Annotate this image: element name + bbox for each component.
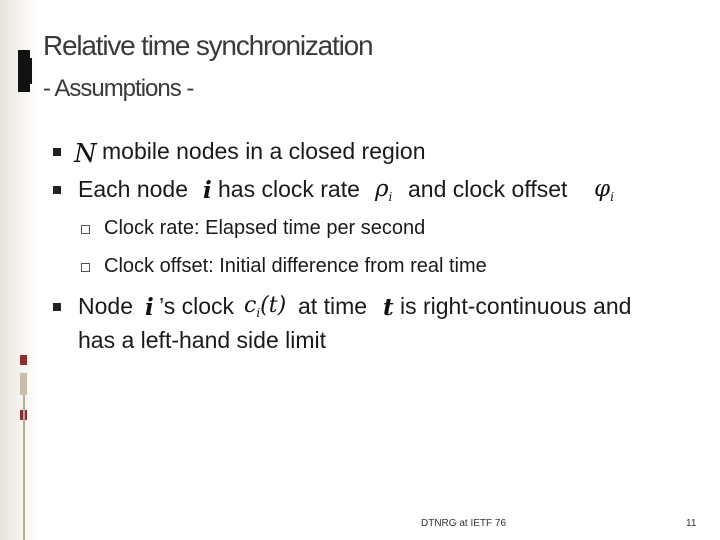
bullet-text-s-clock: ’s clock [159,293,234,319]
sub-bullet-clock-offset: Clock offset: Initial difference from real time [104,255,487,277]
slide-title: Relative time synchronization [43,30,373,61]
math-symbol-i: i [203,177,212,204]
math-symbol-i: i [145,294,154,321]
accent-bar-red-upper [20,355,27,365]
slide-subtitle: - Assumptions - [43,75,194,102]
math-phi: $\varphi_i$ [594,176,614,204]
bullet-text-each-node: Each node [78,176,188,202]
accent-bar-tan [20,373,27,395]
accent-line-vertical [23,395,25,540]
bullet-text-clock-rate: has clock rate [218,176,360,202]
page-number: 11 [686,518,697,529]
bullet-text-at-time: at time [298,293,368,319]
math-symbol-n: N [74,139,97,169]
accent-bar-top-inner [26,58,32,84]
bullet-text-nodes: mobile nodes in a closed region [102,138,426,164]
bullet-text-left-hand-limit: has a left-hand side limit [78,327,327,353]
bullet-text-node: Node [78,293,133,319]
math-clock-function: $c_i(t)$ [244,293,287,320]
footer-center-text: DTNRG at IETF 76 [421,518,507,529]
sub-bullet-square-icon [81,263,90,272]
math-symbol-t: t [383,294,394,321]
bullet-text-clock-offset: and clock offset [408,176,568,202]
bullet-square-icon [53,184,65,196]
sub-bullet-square-icon [81,225,90,234]
math-rho: $\rho_i$ [375,176,393,204]
sub-bullet-clock-rate: Clock rate: Elapsed time per second [104,217,426,239]
bullet-square-icon [53,301,65,313]
bullet-text-right-continuous: is right-continuous and [400,293,632,319]
bullet-square-icon [53,146,65,158]
